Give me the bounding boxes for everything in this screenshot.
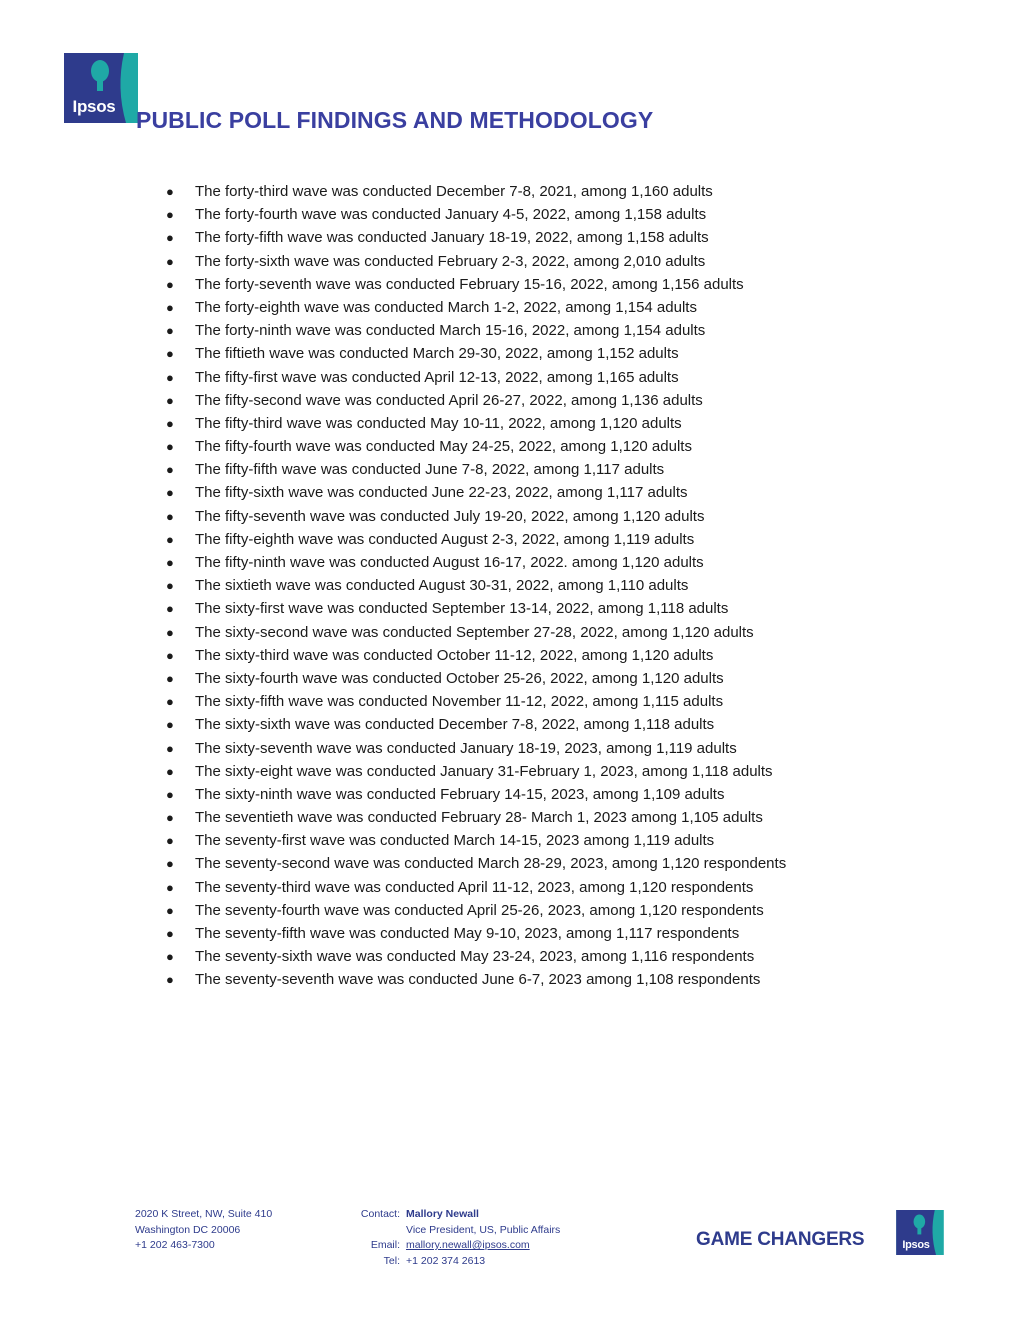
list-item <box>166 250 786 273</box>
bullet-icon: ● <box>166 439 174 455</box>
bullet-icon: ● <box>166 926 174 941</box>
list-item <box>166 203 786 226</box>
page-title: PUBLIC POLL FINDINGS AND METHODOLOGY <box>136 107 654 133</box>
list-item <box>166 876 786 899</box>
list-item <box>166 574 786 597</box>
list-item <box>166 713 786 736</box>
tel-value: +1 202 374 2613 <box>406 1254 486 1267</box>
wave-text: The sixty-seventh wave was conducted January 18-19, 2023, among 1,119 adults <box>195 739 737 757</box>
address-line: 2020 K Street, NW, Suite 410 <box>135 1208 273 1220</box>
bullet-icon: ● <box>166 786 174 802</box>
bullet-icon: ● <box>166 508 174 524</box>
contact-label: Contact: <box>360 1208 400 1220</box>
wave-text: The forty-fourth wave was conducted January 4-5, 2022, among 1,158 adults <box>195 206 707 224</box>
bullet-icon: ● <box>166 902 174 918</box>
list-item <box>166 945 786 968</box>
wave-text: The sixtieth wave was conducted August 30-31, 2022, among 1,110 adults <box>195 577 689 595</box>
wave-text: The seventy-seventh wave was conducted June 6-7, 2023 among 1,108 respondents <box>195 971 761 989</box>
list-item <box>166 435 786 458</box>
bullet-icon: ● <box>166 856 174 872</box>
bullet-icon: ● <box>166 694 174 710</box>
bullet-icon: ● <box>166 230 174 246</box>
list-item <box>166 899 786 922</box>
wave-text: The fifty-third wave was conducted May 10-11, 2022, among 1,120 adults <box>195 414 682 432</box>
wave-text: The seventy-first wave was conducted March 14-15, 2023 among 1,119 adults <box>195 832 715 850</box>
wave-text: The forty-ninth wave was conducted March 15-16, 2022, among 1,154 adults <box>195 322 706 340</box>
wave-text: The sixty-fourth wave was conducted October 25-26, 2022, among 1,120 adults <box>195 669 724 687</box>
bullet-icon: ● <box>166 415 174 431</box>
bullet-icon: ● <box>166 392 174 408</box>
list-item <box>166 829 786 852</box>
bullet-icon: ● <box>166 647 174 663</box>
bullet-icon: ● <box>166 879 174 895</box>
bullet-icon: ● <box>166 462 174 478</box>
bullet-icon: ● <box>166 184 174 199</box>
ipsos-logo-small <box>896 1210 944 1255</box>
list-item <box>166 783 786 806</box>
wave-text: The seventieth wave was conducted February 28- March 1, 2023 among 1,105 adults <box>195 809 763 827</box>
list-item <box>166 389 786 412</box>
wave-text: The forty-third wave was conducted December 7-8, 2021, among 1,160 adults <box>195 183 713 200</box>
bullet-icon: ● <box>166 717 174 733</box>
list-item <box>166 481 786 504</box>
footer-address <box>135 1207 272 1254</box>
wave-text: The sixty-sixth wave was conducted December 7-8, 2022, among 1,118 adults <box>195 716 715 734</box>
list-item <box>166 667 786 690</box>
wave-text: The forty-eighth wave was conducted March 1-2, 2022, among 1,154 adults <box>195 298 697 316</box>
list-item <box>166 806 786 829</box>
wave-text: The sixty-third wave was conducted October 11-12, 2022, among 1,120 adults <box>195 646 714 664</box>
list-item <box>166 412 786 435</box>
address-phone: +1 202 463-7300 <box>135 1239 215 1251</box>
bullet-icon: ● <box>166 601 174 617</box>
bullet-icon: ● <box>166 323 174 339</box>
contact-title: Vice President, US, Public Affairs <box>406 1223 561 1236</box>
bullet-icon: ● <box>166 369 174 385</box>
bullet-icon: ● <box>166 740 174 756</box>
list-item <box>166 296 786 319</box>
wave-text: The forty-sixth wave was conducted February 2-3, 2022, among 2,010 adults <box>195 252 706 270</box>
wave-text: The sixty-second wave was conducted September 27-28, 2022, among 1,120 adults <box>195 623 754 641</box>
list-item <box>166 180 786 203</box>
bullet-icon: ● <box>166 670 174 686</box>
bullet-icon: ● <box>166 949 174 965</box>
list-item <box>166 968 786 991</box>
wave-text: The seventy-fifth wave was conducted May 9-10, 2023, among 1,117 respondents <box>195 925 740 942</box>
bullet-icon: ● <box>166 207 174 223</box>
wave-text: The fifty-first wave was conducted April 12-13, 2022, among 1,165 adults <box>195 368 679 386</box>
list-item <box>166 852 786 875</box>
list-item <box>166 597 786 620</box>
list-item <box>166 690 786 713</box>
wave-text: The seventy-sixth wave was conducted May 23-24, 2023, among 1,116 respondents <box>195 948 755 966</box>
list-item <box>166 737 786 760</box>
ipsos-logo <box>64 53 138 123</box>
wave-text: The forty-fifth wave was conducted January 18-19, 2022, among 1,158 adults <box>195 229 709 247</box>
wave-text: The sixty-eight wave was conducted January 31-February 1, 2023, among 1,118 adults <box>195 762 773 780</box>
list-item <box>166 505 786 528</box>
list-item <box>166 551 786 574</box>
tagline: GAME CHANGERS <box>696 1229 865 1250</box>
wave-text: The sixty-ninth wave was conducted February 14-15, 2023, among 1,109 adults <box>195 785 725 803</box>
logo-text: Ipsos <box>72 97 116 116</box>
wave-text: The seventy-third wave was conducted April 11-12, 2023, among 1,120 respondents <box>195 878 754 896</box>
bullet-icon: ● <box>166 833 174 849</box>
wave-text: The seventy-second wave was conducted March 28-29, 2023, among 1,120 respondents <box>195 855 787 873</box>
bullet-icon: ● <box>166 555 174 570</box>
wave-text: The fifty-fifth wave was conducted June 7-8, 2022, among 1,117 adults <box>195 461 665 479</box>
bullet-icon: ● <box>166 810 174 826</box>
logo-small-text: Ipsos <box>902 1239 930 1251</box>
list-item <box>166 458 786 481</box>
list-item <box>166 644 786 667</box>
tel-label: Tel: <box>383 1254 400 1267</box>
email-link[interactable]: mallory.newall@ipsos.com <box>406 1239 530 1251</box>
address-line: Washington DC 20006 <box>135 1223 241 1236</box>
list-item <box>166 528 786 551</box>
list-item <box>166 621 786 644</box>
list-item <box>166 342 786 365</box>
wave-list <box>166 180 786 992</box>
bullet-icon: ● <box>166 578 174 594</box>
bullet-icon: ● <box>166 763 174 779</box>
list-item <box>166 760 786 783</box>
list-item <box>166 273 786 296</box>
wave-text: The fifty-sixth wave was conducted June 22-23, 2022, among 1,117 adults <box>195 484 688 502</box>
list-item <box>166 226 786 249</box>
wave-text: The forty-seventh wave was conducted February 15-16, 2022, among 1,156 adults <box>195 275 744 293</box>
wave-text: The fifty-second wave was conducted April 26-27, 2022, among 1,136 adults <box>195 391 703 409</box>
bullet-icon: ● <box>166 485 174 501</box>
bullet-icon: ● <box>166 624 174 640</box>
list-item <box>166 922 786 945</box>
bullet-icon: ● <box>166 299 174 315</box>
wave-text: The fiftieth wave was conducted March 29-30, 2022, among 1,152 adults <box>195 345 679 363</box>
contact-name: Mallory Newall <box>406 1208 479 1220</box>
footer-contact <box>340 1207 560 1269</box>
list-item <box>166 319 786 342</box>
bullet-icon: ● <box>166 346 174 362</box>
wave-text: The seventy-fourth wave was conducted April 25-26, 2023, among 1,120 respondents <box>195 901 764 919</box>
bullet-icon: ● <box>166 276 174 292</box>
wave-text: The sixty-first wave was conducted September 13-14, 2022, among 1,118 adults <box>195 600 729 618</box>
email-label: Email: <box>370 1239 400 1251</box>
list-item <box>166 366 786 389</box>
wave-text: The fifty-seventh wave was conducted July 19-20, 2022, among 1,120 adults <box>195 507 705 525</box>
wave-text: The sixty-fifth wave was conducted November 11-12, 2022, among 1,115 adults <box>195 693 724 711</box>
wave-text: The fifty-ninth wave was conducted August 16-17, 2022. among 1,120 adults <box>195 554 704 571</box>
wave-text: The fifty-eighth wave was conducted August 2-3, 2022, among 1,119 adults <box>195 530 695 548</box>
bullet-icon: ● <box>166 531 174 547</box>
wave-text: The fifty-fourth wave was conducted May 24-25, 2022, among 1,120 adults <box>195 438 692 456</box>
bullet-icon: ● <box>166 253 174 269</box>
bullet-icon: ● <box>166 972 174 988</box>
